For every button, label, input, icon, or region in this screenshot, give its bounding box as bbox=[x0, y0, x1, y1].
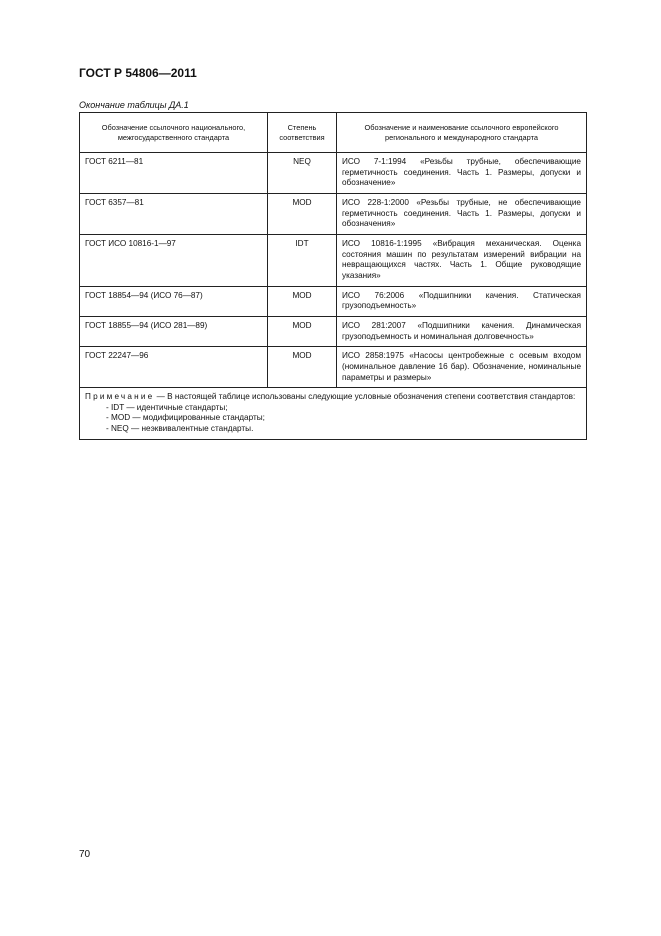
note-item: - MOD — модифицированные стандарты; bbox=[106, 413, 581, 424]
cell-degree: MOD bbox=[268, 316, 337, 346]
cell-iso: ИСО 228-1:2000 «Резьбы трубные, не обеспечивающие герметичность соединения. Часть 1. Размеры, допуски и обозначения» bbox=[337, 193, 587, 234]
page-number: 70 bbox=[79, 849, 91, 860]
table-note bbox=[80, 388, 587, 440]
cell-degree: MOD bbox=[268, 193, 337, 234]
table-row bbox=[80, 234, 587, 286]
cell-iso: ИСО 7-1:1994 «Резьбы трубные, обеспечивающие герметичность соединения. Часть 1. Размеры, допуски и обозначение» bbox=[337, 153, 587, 194]
header-national-standard: Обозначение ссылочного национального, межгосударственного стандарта bbox=[80, 113, 268, 153]
cell-standard: ГОСТ ИСО 10816-1—97 bbox=[80, 234, 268, 286]
table-row bbox=[80, 286, 587, 316]
cell-iso: ИСО 2858:1975 «Насосы центробежные с осевым входом (номинальное давление 16 бар). Обозначение, номинальные параметры и размеры» bbox=[337, 347, 587, 388]
cell-degree: IDT bbox=[268, 234, 337, 286]
table-row bbox=[80, 193, 587, 234]
header-degree: Степень соответствия bbox=[268, 113, 337, 153]
table-row bbox=[80, 347, 587, 388]
table-header-row bbox=[80, 113, 587, 153]
reference-standards-table bbox=[79, 112, 587, 440]
cell-degree: MOD bbox=[268, 347, 337, 388]
table-caption: Окончание таблицы ДА.1 bbox=[79, 100, 189, 110]
table-note-row bbox=[80, 388, 587, 440]
cell-standard: ГОСТ 18854—94 (ИСО 76—87) bbox=[80, 286, 268, 316]
cell-degree: MOD bbox=[268, 286, 337, 316]
cell-degree: NEQ bbox=[268, 153, 337, 194]
note-intro bbox=[85, 392, 581, 403]
cell-standard: ГОСТ 18855—94 (ИСО 281—89) bbox=[80, 316, 268, 346]
note-item: - NEQ — неэквивалентные стандарты. bbox=[106, 424, 581, 435]
cell-iso: ИСО 10816-1:1995 «Вибрация механическая. Оценка состояния машин по результатам измерений вибрации на невращающихся частях. Часть 1. Общие руководящие указания» bbox=[337, 234, 587, 286]
cell-standard: ГОСТ 6357—81 bbox=[80, 193, 268, 234]
note-label: Примечание bbox=[85, 392, 155, 402]
note-text: — В настоящей таблице использованы следующие условные обозначения степени соответствия стандартов: bbox=[154, 392, 576, 402]
cell-standard: ГОСТ 6211—81 bbox=[80, 153, 268, 194]
cell-iso: ИСО 281:2007 «Подшипники качения. Динамическая грузоподъемность и номинальная долговечность» bbox=[337, 316, 587, 346]
table-row bbox=[80, 316, 587, 346]
cell-iso: ИСО 76:2006 «Подшипники качения. Статическая грузоподъемность» bbox=[337, 286, 587, 316]
document-title: ГОСТ Р 54806—2011 bbox=[79, 66, 197, 80]
table-row bbox=[80, 153, 587, 194]
note-list bbox=[85, 403, 581, 435]
note-item: - IDT — идентичные стандарты; bbox=[106, 403, 581, 414]
header-international-standard: Обозначение и наименование ссылочного европейского регионального и международного стандарта bbox=[337, 113, 587, 153]
cell-standard: ГОСТ 22247—96 bbox=[80, 347, 268, 388]
